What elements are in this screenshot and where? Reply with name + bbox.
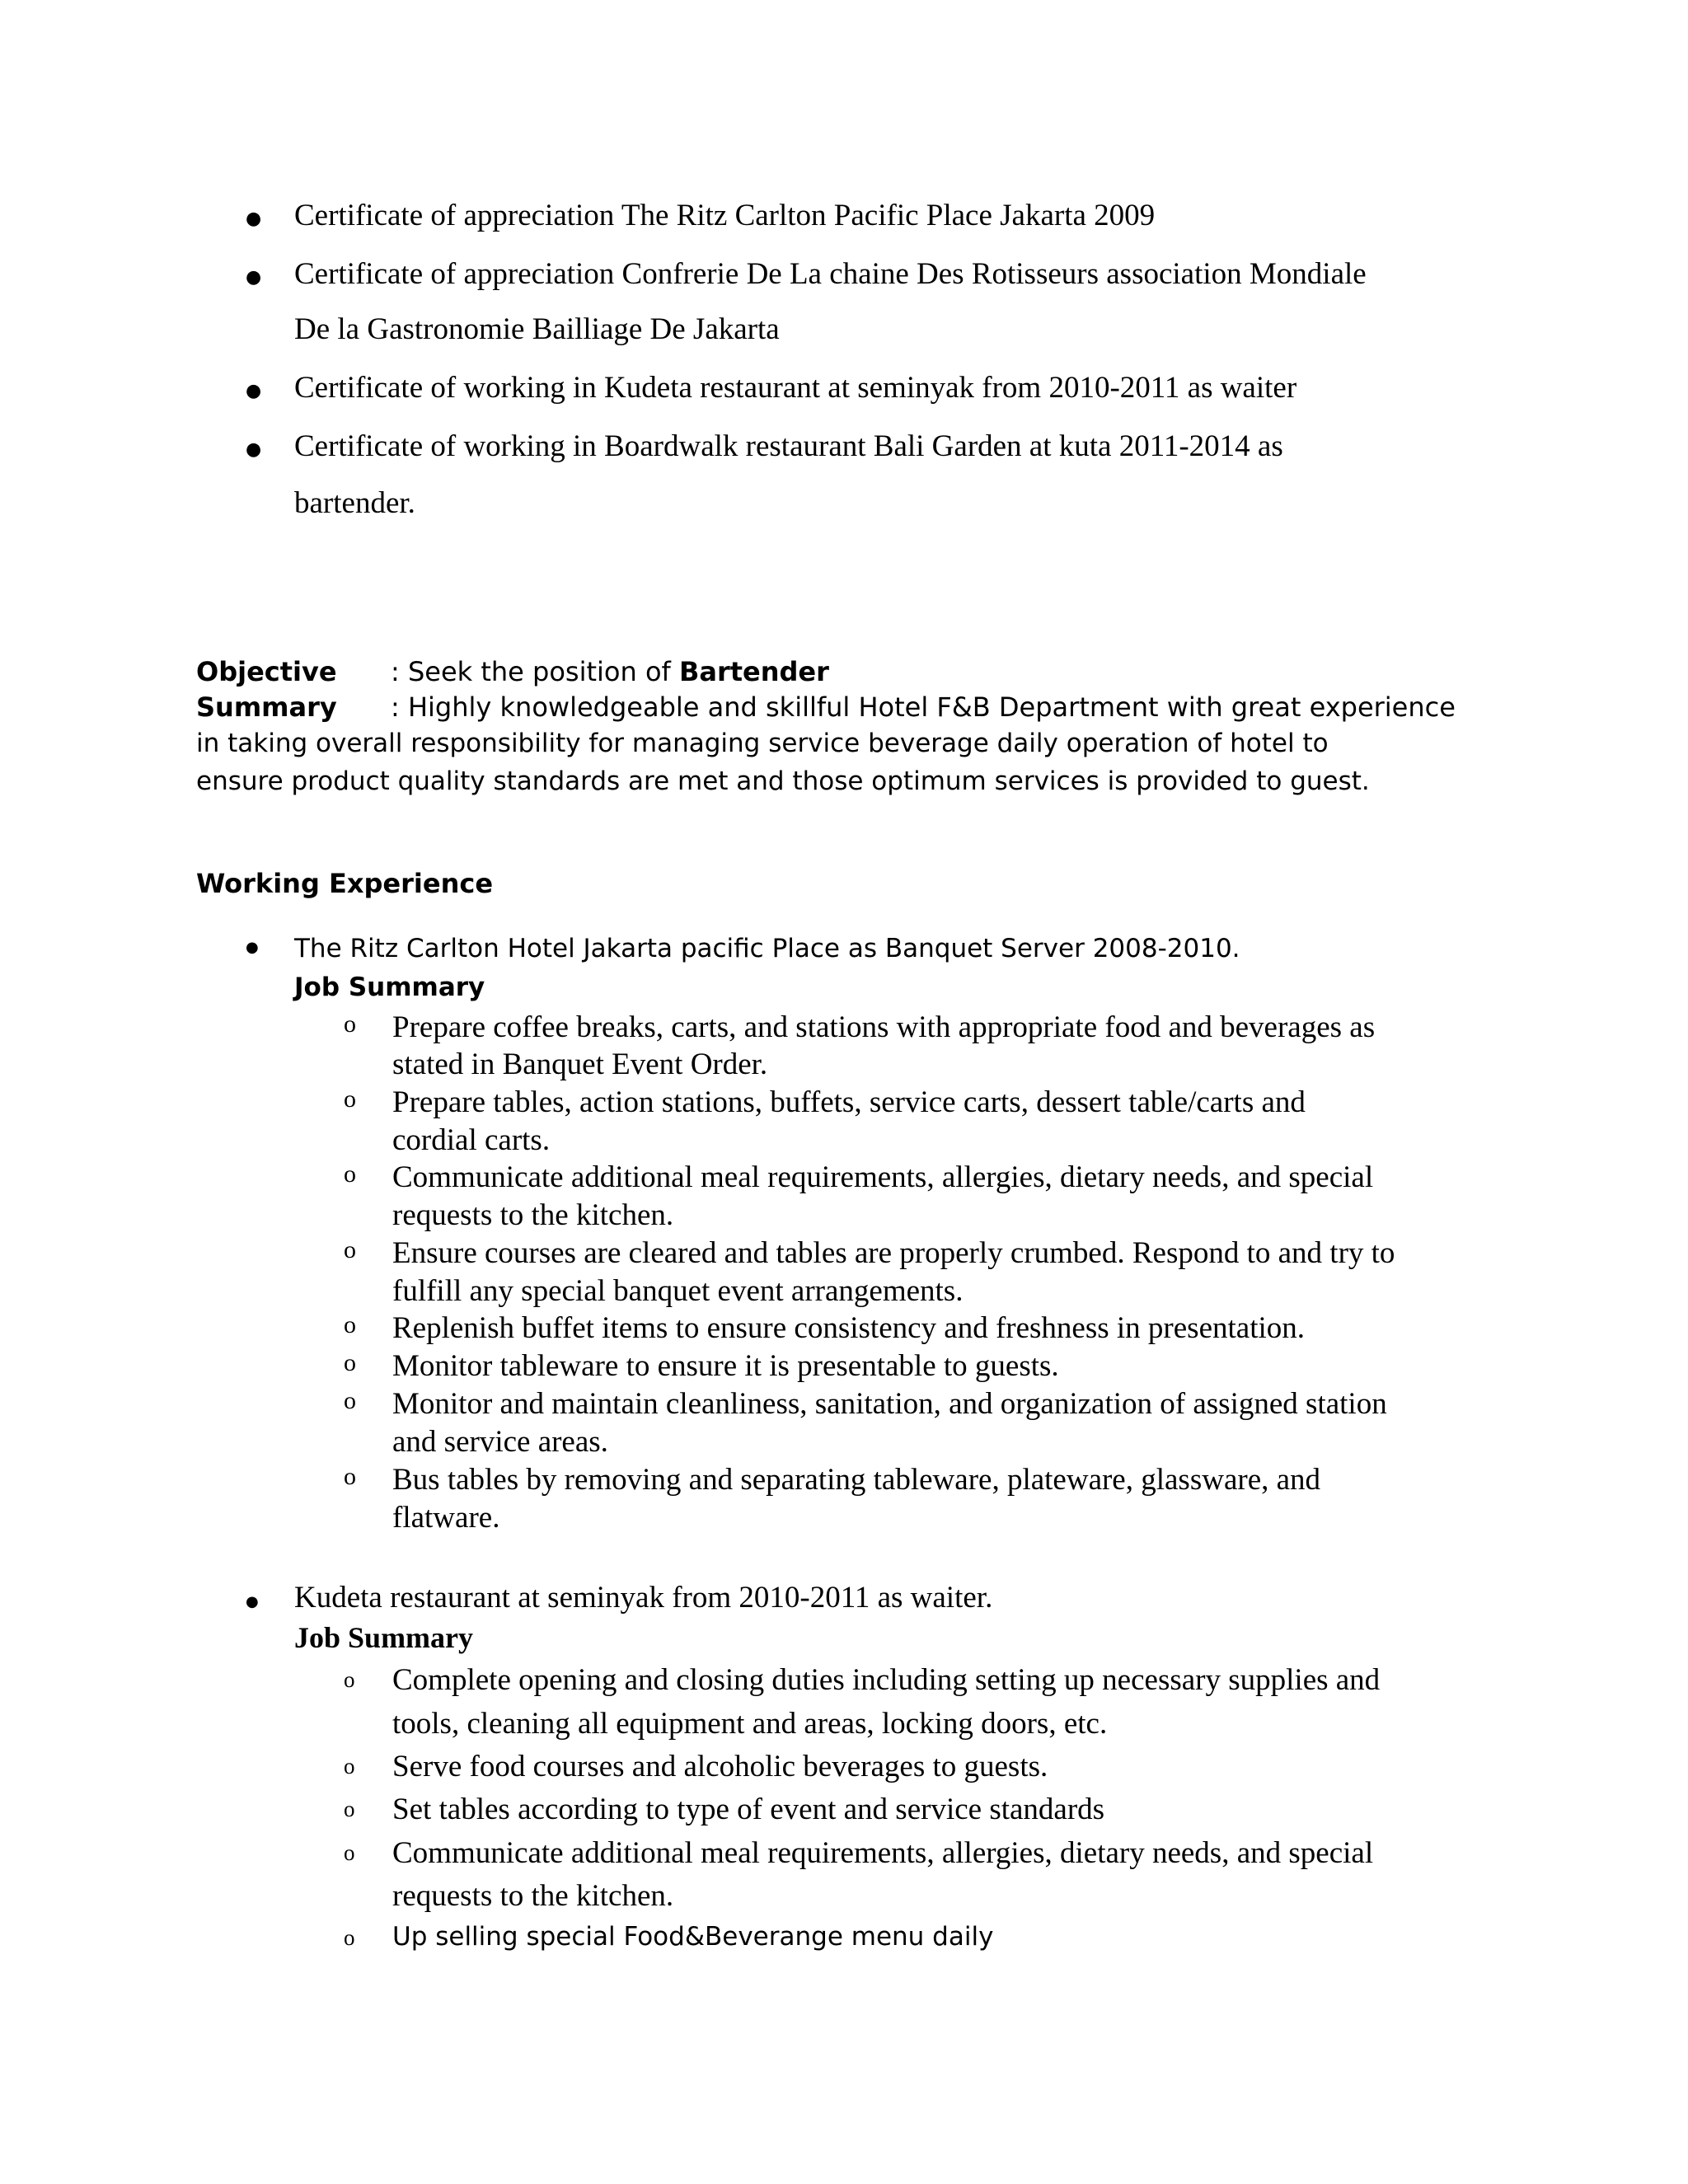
certificate-item: Certificate of working in Boardwalk restaurant Bali Garden at kuta 2011-2014 as [294,429,1283,463]
duty-line: Replenish buffet items to ensure consistency and freshness in presentation. [392,1311,1306,1345]
duty-line: Communicate additional meal requirements, allergies, dietary needs, and special [392,1836,1374,1870]
duty-line: Prepare tables, action stations, buffets, service carts, dessert table/carts and [392,1085,1306,1119]
bullet: ● [246,439,262,460]
certificate-item: Certificate of appreciation The Ritz Carlton Pacific Place Jakarta 2009 [294,199,1156,232]
duty-line: Bus tables by removing and separating tableware, plateware, glassware, and [392,1463,1321,1497]
objective-position: Bartender [678,656,829,687]
duty-line: Monitor and maintain cleanliness, sanitation, and organization of assigned station [392,1387,1387,1421]
duty-line: Set tables according to type of event and service standards [392,1793,1105,1826]
certificate-item-continued: De la Gastronomie Bailliage De Jakarta [294,312,780,346]
sub-bullet: o [344,1387,356,1414]
job-title: Kudeta restaurant at seminyak from 2010-2011 as waiter. [294,1581,993,1615]
job-title: The Ritz Carlton Hotel Jakarta pacific Place as Banquet Server 2008-2010. [294,934,1240,963]
objective-prefix: : Seek the position of [391,656,679,687]
bullet: ● [246,1593,259,1610]
duty-line: Prepare coffee breaks, carts, and stations with appropriate food and beverages as [392,1010,1376,1044]
summary-line: in taking overall responsibility for managing service beverage daily operation of hotel to [196,729,1329,758]
duty-line: Monitor tableware to ensure it is presentable to guests. [392,1349,1059,1383]
certificate-item: Certificate of working in Kudeta restaurant at seminyak from 2010-2011 as waiter [294,371,1297,405]
sub-bullet: o [344,1236,356,1263]
sub-bullet: o [344,1160,356,1188]
duty-line: requests to the kitchen. [392,1198,674,1232]
duty-line: Ensure courses are cleared and tables are properly crumbed. Respond to and try to [392,1236,1395,1270]
sub-bullet: o [344,1840,355,1865]
duty-line: and service areas. [392,1425,608,1459]
certificate-item-continued: bartender. [294,486,415,520]
sub-bullet: o [344,1311,356,1338]
summary-line: ensure product quality standards are met and those optimum services is provided to guest. [196,766,1370,796]
summary-label: Summary [196,691,337,723]
sub-bullet: o [344,1754,355,1779]
duty-line: fulfill any special banquet event arrangements. [392,1274,964,1308]
sub-bullet: o [344,1010,356,1038]
objective-label: Objective [196,656,337,687]
sub-bullet: o [344,1797,355,1821]
objective-text [391,656,829,687]
duty-line: stated in Banquet Event Order. [392,1047,768,1081]
job-summary-label: Job Summary [294,972,485,1002]
duty-line: Communicate additional meal requirements, allergies, dietary needs, and special [392,1160,1374,1194]
duty-line: Complete opening and closing duties including setting up necessary supplies and [392,1663,1381,1697]
certificate-item: Certificate of appreciation Confrerie De La chaine Des Rotisseurs association Mondiale [294,257,1367,291]
duty-line: Serve food courses and alcoholic beverages to guests. [392,1750,1048,1783]
duty-line: flatware. [392,1501,500,1535]
bullet: ● [246,381,262,401]
summary-line: : Highly knowledgeable and skillful Hotel F&B Department with great experience [391,691,1456,723]
job-summary-label: Job Summary [294,1621,474,1654]
bullet: ● [246,267,262,288]
duty-line: tools, cleaning all equipment and areas, locking doors, etc. [392,1707,1108,1741]
duty-line: requests to the kitchen. [392,1879,674,1913]
bullet: ● [246,939,259,956]
working-experience-heading: Working Experience [196,868,494,899]
duty-line: Up selling special Food&Beverange menu daily [392,1922,994,1952]
sub-bullet: o [344,1349,356,1376]
sub-bullet: o [344,1085,356,1113]
sub-bullet: o [344,1463,356,1490]
duty-line: cordial carts. [392,1123,551,1157]
sub-bullet: o [344,1925,355,1950]
bullet: ● [246,209,262,229]
sub-bullet: o [344,1667,355,1692]
